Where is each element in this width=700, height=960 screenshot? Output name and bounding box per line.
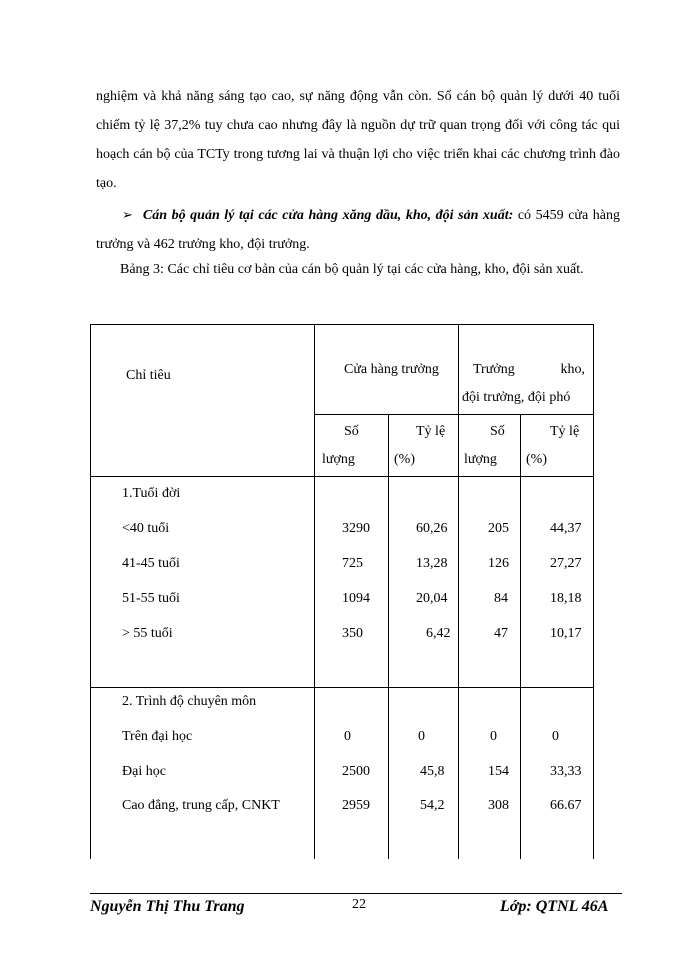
sub-rate-2-line2: (%) (526, 452, 547, 467)
cell-count-2: 47 (494, 626, 508, 641)
cell-count-1: 725 (342, 556, 363, 571)
data-table (90, 324, 594, 859)
section-qualification-title: 2. Trình độ chuyên môn (122, 694, 257, 709)
body-paragraph: nghiệm và khả năng sáng tạo cao, sự năng động vẫn còn. Số cán bộ quản lý dưới 40 tuổi chiếm tỷ lệ 37,2% tuy chưa cao nhưng đây là nguồn dự trữ quan trọng đối với công tác qui hoạch cán bộ của TCTy trong tương lai và thuận lợi cho việc triển khai các chương trình đào tạo. (96, 89, 620, 191)
cell-rate-2: 66.67 (550, 798, 582, 813)
sub-count-2-line2: lượng (464, 452, 497, 467)
cell-count-2: 0 (490, 729, 497, 744)
bullet-paragraph (96, 200, 620, 259)
arrow-bullet-icon: ➢ (122, 207, 133, 222)
table-border-top (90, 324, 594, 325)
sub-rate-1-line1: Tỷ lệ (416, 424, 446, 439)
table-subheader-rule (314, 414, 594, 415)
cell-rate-2: 0 (552, 729, 559, 744)
row-label: 51-55 tuổi (122, 591, 180, 606)
cell-count-1: 2500 (342, 764, 370, 779)
footer-rule (90, 893, 622, 894)
cell-rate-1: 54,2 (420, 798, 445, 813)
cell-rate-1: 60,26 (416, 521, 448, 536)
cell-rate-1: 13,28 (416, 556, 448, 571)
header-indicator: Chỉ tiêu (126, 368, 171, 383)
cell-rate-1: 0 (418, 729, 425, 744)
cell-rate-2: 18,18 (550, 591, 582, 606)
row-label: 41-45 tuổi (122, 556, 180, 571)
cell-rate-1: 6,42 (426, 626, 451, 641)
bullet-text: có 5459 cửa hàng trưởng và 462 trưởng kho, đội trưởng. (96, 208, 620, 252)
footer-class: Lớp: QTNL 46A (500, 898, 609, 915)
section-age-title: 1.Tuổi đời (122, 486, 181, 501)
row-label: Trên đại học (122, 729, 193, 744)
table-col-divider (388, 414, 389, 859)
table-caption: Bảng 3: Các chỉ tiêu cơ bản của cán bộ quản lý tại các cửa hàng, kho, đội sản xuất. (120, 262, 584, 277)
sub-count-1-line1: Số (344, 424, 359, 439)
cell-rate-2: 44,37 (550, 521, 582, 536)
row-label: Cao đẳng, trung cấp, CNKT (122, 798, 280, 813)
sub-count-2-line1: Số (490, 424, 505, 439)
cell-count-2: 205 (488, 521, 509, 536)
cell-rate-2: 10,17 (550, 626, 582, 641)
cell-count-2: 84 (494, 591, 508, 606)
table-border-left (90, 324, 91, 859)
cell-rate-2: 27,27 (550, 556, 582, 571)
cell-count-1: 1094 (342, 591, 370, 606)
sub-count-1-line2: lượng (322, 452, 355, 467)
cell-count-2: 308 (488, 798, 509, 813)
cell-count-2: 126 (488, 556, 509, 571)
bullet-heading: Cán bộ quản lý tại các cửa hàng xăng dầu, kho, đội sản xuất: (142, 208, 514, 223)
cell-rate-2: 33,33 (550, 764, 582, 779)
cell-count-1: 3290 (342, 521, 370, 536)
sub-rate-2-line1: Tỷ lệ (550, 424, 580, 439)
cell-rate-1: 45,8 (420, 764, 445, 779)
row-label: > 55 tuổi (122, 626, 173, 641)
sub-rate-1-line2: (%) (394, 452, 415, 467)
header-warehouse-line1: Trưởng kho, (473, 362, 585, 377)
page-number: 22 (352, 897, 366, 912)
table-border-right (593, 324, 594, 859)
cell-count-1: 350 (342, 626, 363, 641)
header-store-managers: Cửa hàng trưởng (344, 362, 439, 377)
table-col-divider (520, 414, 521, 859)
footer-author: Nguyễn Thị Thu Trang (90, 898, 245, 915)
cell-count-2: 154 (488, 764, 509, 779)
table-col-divider (314, 324, 315, 859)
table-section-rule (90, 687, 594, 688)
row-label: <40 tuổi (122, 521, 170, 536)
table-header-rule (90, 476, 594, 477)
table-col-divider (458, 324, 459, 859)
cell-rate-1: 20,04 (416, 591, 448, 606)
cell-count-1: 2959 (342, 798, 370, 813)
header-warehouse-line2: đội trưởng, đội phó (462, 390, 571, 405)
cell-count-1: 0 (344, 729, 351, 744)
row-label: Đại học (122, 764, 166, 779)
